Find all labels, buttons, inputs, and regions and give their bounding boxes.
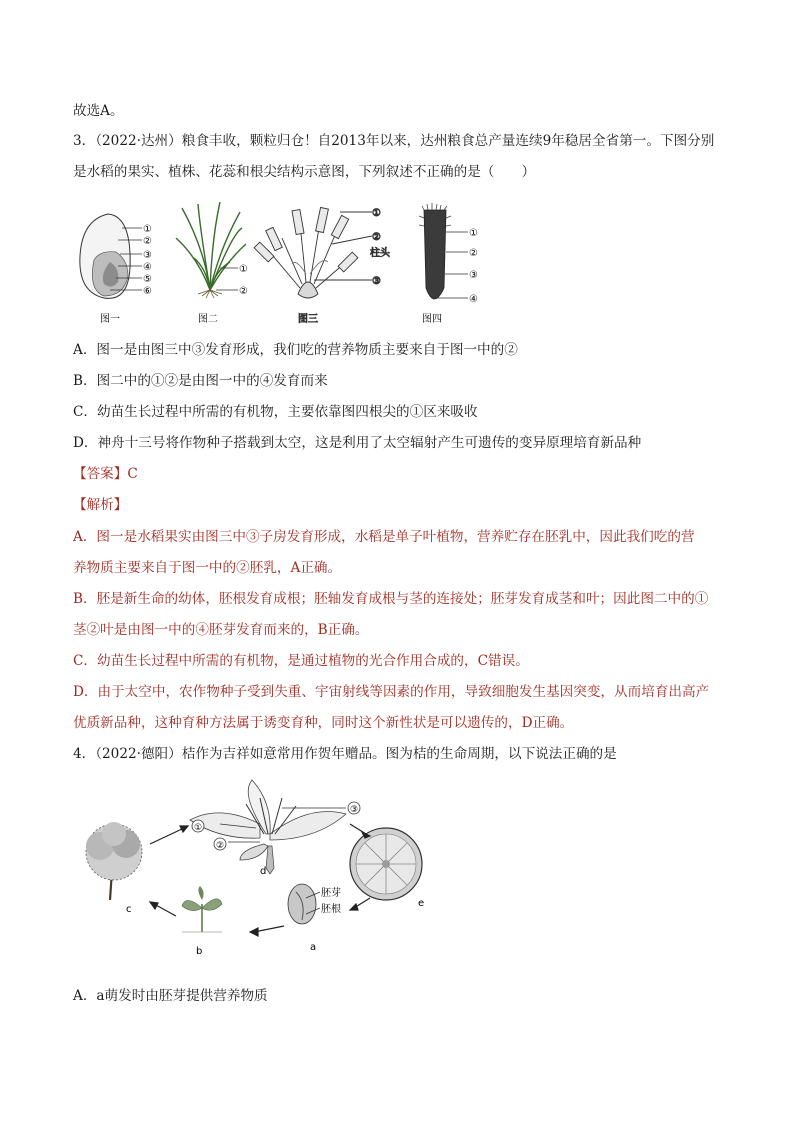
fig4-label-3: ③ [469, 270, 478, 281]
fig3-label-2: ② [372, 232, 381, 243]
analysis-title: 【解析】 [73, 497, 128, 513]
fig2-caption: 图二 [198, 314, 218, 325]
fig4-label-2: ② [469, 248, 478, 259]
question-4-figure [70, 774, 470, 970]
top-line: 故选A。 [73, 103, 124, 119]
fruit-section-diagram [350, 828, 424, 909]
analysis-a-line-1: A．图一是水稻果实由图三中③子房发育形成，水稻是单子叶植物，营养贮存在胚乳中，因此我们吃的营 [73, 529, 695, 545]
flower-label-3: ③ [350, 805, 359, 815]
fig1-label-4: ④ [143, 262, 152, 273]
fig1-label-5: ⑤ [143, 274, 152, 285]
fig2-label-1: ① [239, 264, 248, 275]
fig3-label-1: ① [372, 208, 381, 219]
fig1-label-2: ② [143, 236, 152, 247]
fig3-caption: 图三 [298, 314, 318, 325]
question-3-stem-line-1: 3．（2022·达州）粮食丰收，颗粒归仓！自2013年以来，达州粮食总产量连续9年稳居全省第一。下图分别 [73, 133, 715, 149]
analysis-d-line-1: D．由于太空中，农作物种子受到失重、宇宙射线等因素的作用，导致细胞发生基因突变，从而培育出高产 [73, 684, 710, 700]
analysis-a-line-2: 养物质主要来自于图一中的②胚乳，A正确。 [73, 560, 342, 576]
flower-label-2: ② [216, 841, 225, 851]
label-e: e [418, 898, 425, 909]
question-3-figure [70, 198, 490, 330]
question-3-option-d: D．神舟十三号将作物种子搭载到太空，这是利用了太空辐射产生可遗传的变异原理培育新品种 [73, 435, 642, 451]
fig4-label-4: ④ [469, 294, 478, 305]
fig3-label-3: ③ [372, 276, 381, 287]
fig1-caption: 图一 [100, 314, 120, 325]
question-3-option-c: C．幼苗生长过程中所需的有机物，主要依靠图四根尖的①区来吸收 [73, 404, 478, 420]
analysis-d-line-2: 优质新品种，这种育种方法属于诱变育种，同时这个新性状是可以遗传的，D正确。 [73, 715, 574, 731]
label-b: b [196, 946, 203, 957]
label-d: d [260, 866, 267, 877]
fig4-label-1: ① [469, 228, 478, 239]
question-3-option-b: B．图二中的①②是由图一中的④发育而来 [73, 373, 328, 389]
question-3-option-a: A．图一是由图三中③发育形成，我们吃的营养物质主要来自于图一中的② [73, 342, 518, 358]
fig1-label-3: ③ [143, 250, 152, 261]
question-4-option-a: A．a萌发时由胚芽提供营养物质 [73, 988, 268, 1004]
rice-plant-diagram [176, 202, 246, 298]
cycle-arrows [150, 824, 370, 936]
answer-label: 【答案】C [73, 466, 138, 482]
label-a: a [310, 942, 317, 953]
analysis-b-line-1: B．胚是新生命的幼体，胚根发育成根；胚轴发育成根与茎的连接处；胚芽发育成茎和叶；因此图二中的① [73, 591, 709, 607]
fig1-label-6: ⑥ [143, 286, 152, 297]
analysis-b-line-2: 茎②叶是由图一中的④胚芽发育而来的，B正确。 [73, 622, 369, 638]
fig4-caption: 图四 [422, 314, 442, 325]
fig3-label-stigma: 柱头 [370, 248, 390, 259]
seedling-diagram [182, 886, 222, 957]
seed-label-plumule: 胚芽 [321, 888, 341, 899]
fig1-label-1: ① [143, 224, 152, 235]
question-3-stem-line-2: 是水稻的果实、植株、花蕊和根尖结构示意图，下列叙述不正确的是（ ） [73, 164, 536, 180]
fig2-label-2: ② [239, 286, 248, 297]
flower-label-1: ① [194, 823, 203, 833]
seed-diagram [288, 884, 341, 953]
stamen-pistil-diagram [254, 207, 391, 325]
question-4-stem: 4．（2022·德阳）桔作为吉祥如意常用作贺年赠品。图为桔的生命周期，以下说法正确的是 [73, 746, 617, 762]
citrus-tree-diagram [86, 822, 142, 915]
flower-diagram [190, 780, 360, 877]
label-c: c [126, 904, 132, 915]
rice-grain-diagram [80, 214, 152, 325]
root-tip-diagram [419, 203, 478, 325]
seed-label-radicle: 胚根 [321, 904, 341, 915]
analysis-c: C．幼苗生长过程中所需的有机物，是通过植物的光合作用合成的，C错误。 [73, 653, 529, 669]
